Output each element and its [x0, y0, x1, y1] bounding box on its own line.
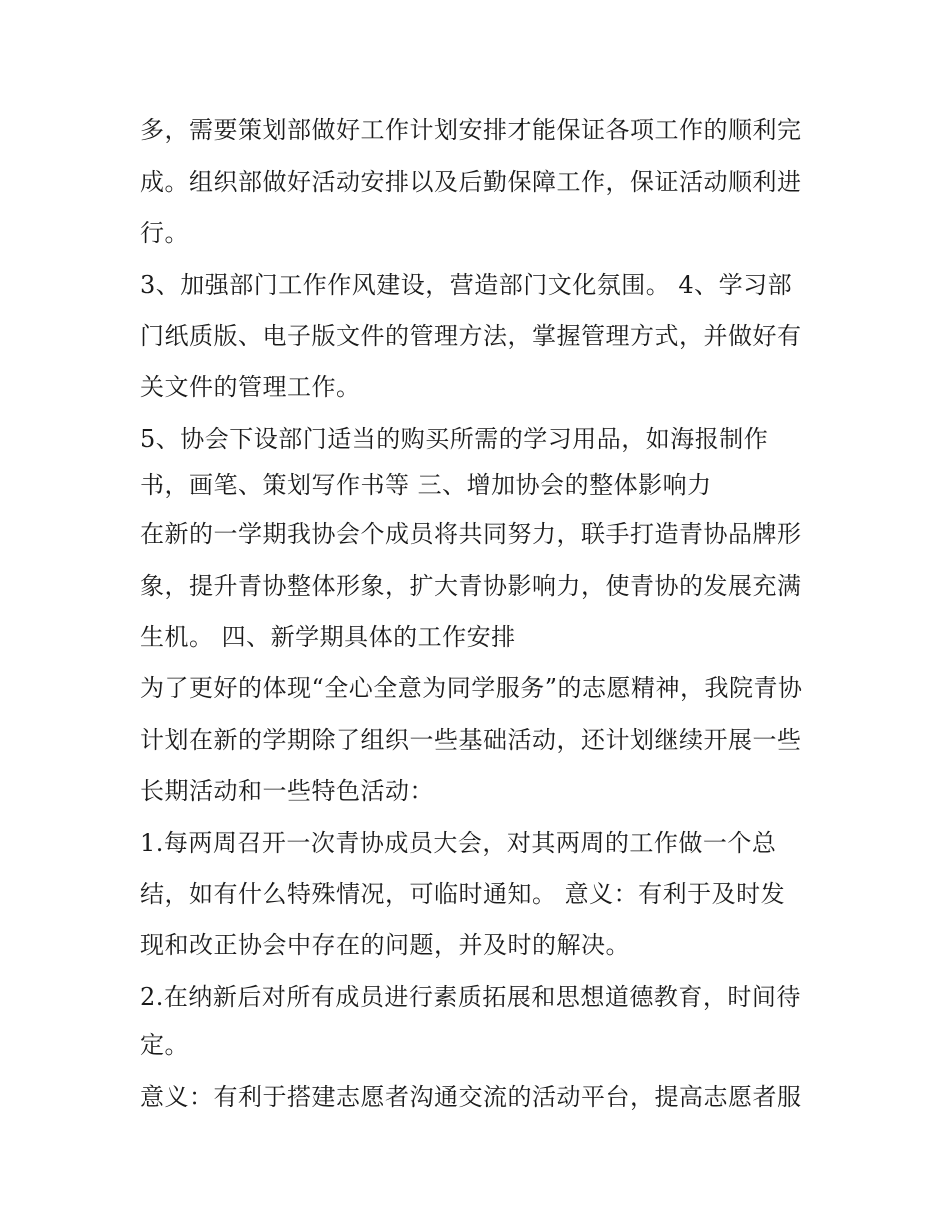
text-line: 5、协会下设部门适当的购买所需的学习用品，如海报制作 — [140, 425, 769, 453]
text-line: 门纸质版、电子版文件的管理方法，掌握管理方式，并做好有 — [140, 322, 802, 350]
text-line: 长期活动和一些特色活动： — [140, 777, 434, 805]
text-line: 定。 — [140, 1031, 189, 1059]
text-line: 现和改正协会中存在的问题，并及时的解决。 — [140, 931, 630, 959]
text-line: 为了更好的体现“全心全意为同学服务”的志愿精神，我院青协 — [140, 674, 803, 702]
text-line: 多，需要策划部做好工作计划安排才能保证各项工作的顺利完 — [140, 116, 802, 144]
text-line: 3、加强部门工作作风建设，营造部门文化氛围。 4、学习部 — [140, 271, 793, 299]
text-line: 结，如有什么特殊情况，可临时通知。 意义：有利于及时发 — [140, 880, 786, 908]
text-line: 2.在纳新后对所有成员进行素质拓展和思想道德教育，时间待 — [140, 983, 801, 1011]
text-line: 意义：有利于搭建志愿者沟通交流的活动平台，提高志愿者服 — [140, 1083, 802, 1111]
text-line: 计划在新的学期除了组织一些基础活动，还计划继续开展一些 — [140, 726, 802, 754]
text-line: 行。 — [140, 219, 189, 247]
text-line: 生机。 四、新学期具体的工作安排 — [140, 623, 516, 651]
text-line: 成。组织部做好活动安排以及后勤保障工作，保证活动顺利进 — [140, 168, 802, 196]
text-line: 关文件的管理工作。 — [140, 373, 361, 401]
text-line: 1.每两周召开一次青协成员大会，对其两周的工作做一个总 — [140, 829, 777, 857]
text-line: 书，画笔、策划写作书等 三、增加协会的整体影响力 — [140, 471, 712, 499]
text-line: 象，提升青协整体形象，扩大青协影响力，使青协的发展充满 — [140, 572, 802, 600]
text-line: 在新的一学期我协会个成员将共同努力，联手打造青协品牌形 — [140, 520, 802, 548]
